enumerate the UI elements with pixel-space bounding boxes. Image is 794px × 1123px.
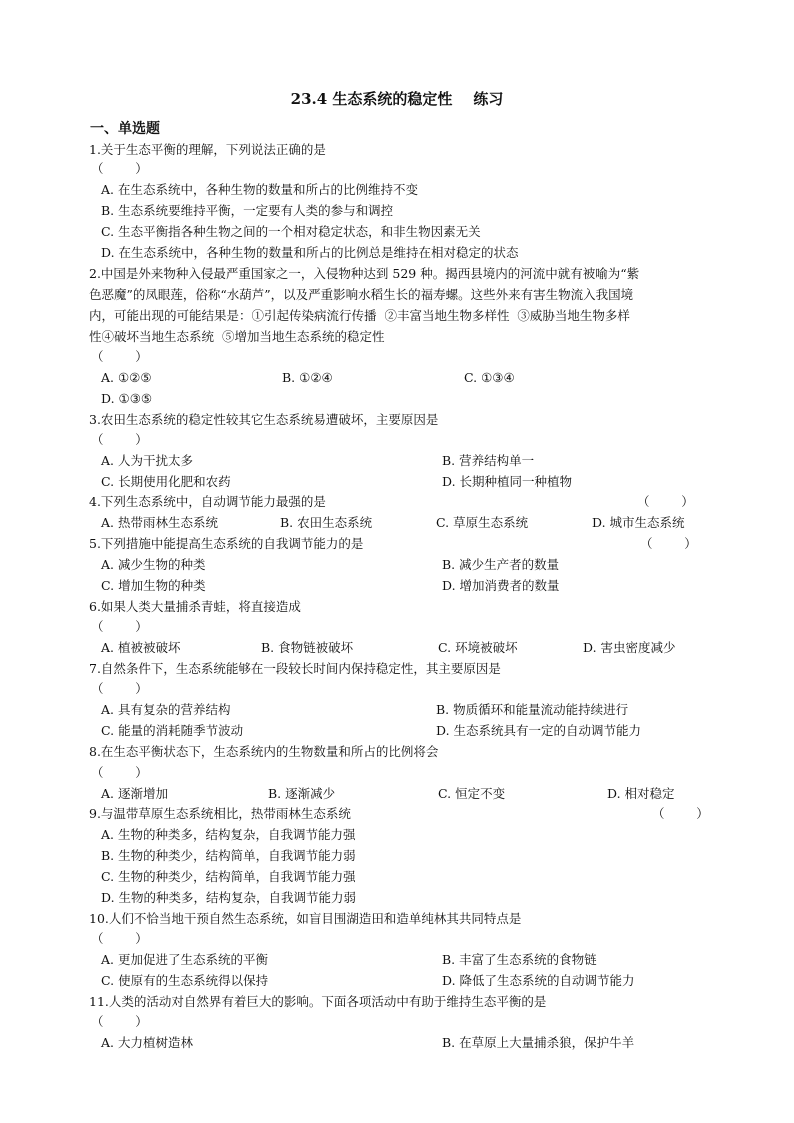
section-heading: 一、单选题: [90, 121, 160, 137]
question-8-answer-blank: （ ）: [91, 765, 148, 780]
question-7-answer-blank: （ ）: [91, 681, 148, 696]
question-4-option-a: A. 热带雨林生态系统: [101, 515, 218, 530]
question-9-option-a: A. 生物的种类多，结构复杂，自我调节能力强: [101, 827, 356, 842]
question-3-option-b: B. 营养结构单一: [442, 453, 535, 468]
question-6-stem: 6.如果人类大量捕杀青蛙，将直接造成: [89, 599, 301, 614]
question-9-option-d: D. 生物的种类多，结构复杂，自我调节能力弱: [101, 890, 357, 905]
question-5-option-b: B. 减少生产者的数量: [442, 557, 560, 572]
question-2-option-b: B. ①②④: [282, 370, 333, 385]
question-11-answer-blank: （ ）: [91, 1014, 148, 1029]
question-5-option-c: C. 增加生物的种类: [101, 578, 206, 593]
question-7-option-d: D. 生态系统具有一定的自动调节能力: [436, 723, 642, 738]
question-7-option-c: C. 能量的消耗随季节波动: [101, 723, 244, 738]
question-7-option-b: B. 物质循环和能量流动能持续进行: [436, 702, 629, 717]
question-9-stem: 9.与温带草原生态系统相比，热带雨林生态系统: [89, 806, 351, 821]
question-9-option-b: B. 生物的种类少，结构简单，自我调节能力弱: [101, 848, 356, 863]
question-10-option-b: B. 丰富了生态系统的食物链: [442, 952, 597, 967]
question-8-option-b: B. 逐渐减少: [268, 786, 336, 801]
question-5-option-d: D. 增加消费者的数量: [442, 578, 560, 593]
question-6-answer-blank: （ ）: [91, 619, 148, 634]
question-4-option-d: D. 城市生态系统: [592, 515, 685, 530]
question-6-option-a: A. 植被被破坏: [101, 640, 181, 655]
question-6-option-d: D. 害虫密度减少: [583, 640, 676, 655]
question-5-answer-blank: （ ）: [640, 536, 697, 551]
page-title: 23.4 生态系统的稳定性 练习: [290, 90, 504, 108]
question-3-stem: 3.农田生态系统的稳定性较其它生态系统易遭破坏，主要原因是: [89, 412, 439, 427]
question-5-stem: 5.下列措施中能提高生态系统的自我调节能力的是: [89, 536, 364, 551]
question-2-stem-line-1: 2.中国是外来物种入侵最严重国家之一，入侵物种达到 529 种。揭西县境内的河流中就有被喻为“紫: [89, 266, 640, 281]
question-2-stem-line-2: 色恶魔”的凤眼莲，俗称“水葫芦”，以及严重影响水稻生长的福寿螺。这些外来有害生物流入我国境: [89, 287, 634, 302]
question-6-option-c: C. 环境被破坏: [438, 640, 518, 655]
question-4-option-c: C. 草原生态系统: [436, 515, 529, 530]
question-5-option-a: A. 减少生物的种类: [101, 557, 206, 572]
question-11-option-a: A. 大力植树造林: [101, 1035, 193, 1050]
question-10-answer-blank: （ ）: [91, 931, 148, 946]
question-8-option-c: C. 恒定不变: [438, 786, 506, 801]
question-1-answer-blank: （ ）: [91, 161, 148, 176]
question-2-option-a: A. ①②⑤: [101, 370, 152, 385]
question-4-answer-blank: （ ）: [637, 494, 694, 509]
question-4-stem: 4.下列生态系统中，自动调节能力最强的是: [89, 494, 326, 509]
question-1-option-b: B. 生态系统要维持平衡，一定要有人类的参与和调控: [101, 203, 394, 218]
question-2-option-d: D. ①③⑤: [101, 391, 153, 406]
question-2-option-c: C. ①③④: [464, 370, 515, 385]
question-8-stem: 8.在生态平衡状态下，生态系统内的生物数量和所占的比例将会: [89, 744, 439, 759]
question-1-option-d: D. 在生态系统中，各种生物的数量和所占的比例总是维持在相对稳定的状态: [101, 245, 519, 260]
question-3-option-c: C. 长期使用化肥和农药: [101, 474, 231, 489]
question-8-option-d: D. 相对稳定: [607, 786, 675, 801]
question-7-option-a: A. 具有复杂的营养结构: [101, 702, 231, 717]
question-1-option-a: A. 在生态系统中，各种生物的数量和所占的比例维持不变: [101, 182, 418, 197]
question-1-option-c: C. 生态平衡指各种生物之间的一个相对稳定状态，和非生物因素无关: [101, 224, 481, 239]
question-10-option-c: C. 使原有的生态系统得以保持: [101, 973, 269, 988]
question-2-answer-blank: （ ）: [91, 349, 148, 364]
question-9-option-c: C. 生物的种类少，结构简单，自我调节能力强: [101, 869, 356, 884]
question-1-stem: 1.关于生态平衡的理解，下列说法正确的是: [89, 142, 326, 157]
question-8-option-a: A. 逐渐增加: [101, 786, 168, 801]
question-3-answer-blank: （ ）: [91, 432, 148, 447]
question-11-option-b: B. 在草原上大量捕杀狼，保护牛羊: [442, 1035, 635, 1050]
question-7-stem: 7.自然条件下，生态系统能够在一段较长时间内保持稳定性，其主要原因是: [89, 661, 501, 676]
question-10-option-a: A. 更加促进了生态系统的平衡: [101, 952, 268, 967]
question-2-stem-line-3: 内，可能出现的可能结果是：①引起传染病流行传播 ②丰富当地生物多样性 ③威胁当地生物多样: [89, 308, 630, 323]
question-11-stem: 11.人类的活动对自然界有着巨大的影响。下面各项活动中有助于维持生态平衡的是: [89, 994, 547, 1009]
question-6-option-b: B. 食物链被破坏: [261, 640, 354, 655]
question-3-option-a: A. 人为干扰太多: [101, 453, 193, 468]
question-10-option-d: D. 降低了生态系统的自动调节能力: [442, 973, 635, 988]
question-9-answer-blank: （ ）: [652, 806, 709, 821]
question-4-option-b: B. 农田生态系统: [280, 515, 373, 530]
question-2-stem-line-4: 性④破坏当地生态系统 ⑤增加当地生态系统的稳定性: [89, 329, 385, 344]
question-3-option-d: D. 长期种植同一种植物: [442, 474, 573, 489]
question-10-stem: 10.人们不恰当地干预自然生态系统，如盲目围湖造田和造单纯林其共同特点是: [89, 911, 522, 926]
